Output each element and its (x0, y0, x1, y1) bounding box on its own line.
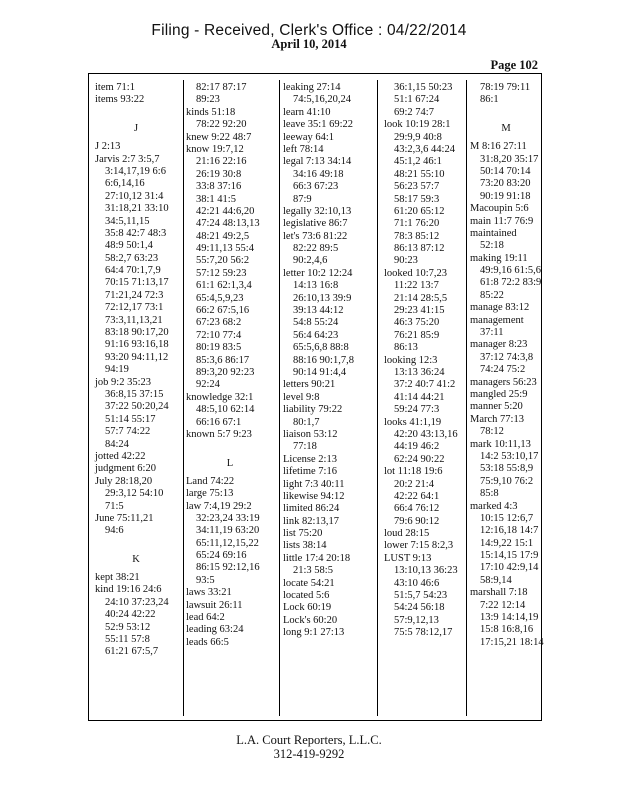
index-continuation: 46:3 75:20 (394, 317, 440, 329)
index-entry: marked 4:3 (470, 500, 518, 512)
index-continuation: 50:14 70:14 (480, 165, 531, 177)
index-continuation: 17:10 42:9,14 (480, 562, 539, 574)
index-continuation: 93:5 (196, 574, 215, 586)
index-continuation: 86:1 (480, 94, 499, 106)
index-continuation: 66:16 67:1 (196, 416, 242, 428)
index-entry: known 5:7 9:23 (186, 428, 252, 440)
index-continuation: 15:8 16:8,16 (480, 624, 534, 636)
index-continuation: 55:11 57:8 (105, 634, 150, 646)
index-continuation: 37:12 74:3,8 (480, 351, 534, 363)
index-continuation: 80:1,7 (293, 416, 320, 428)
index-continuation: 85:8 (480, 488, 499, 500)
index-entry: legislative 86:7 (283, 218, 348, 230)
index-entry: Lock's 60:20 (283, 614, 338, 626)
index-entry: J 2:13 (95, 141, 121, 153)
index-continuation: 57:12 59:23 (196, 267, 247, 279)
index-continuation: 29:3,12 54:10 (105, 488, 164, 500)
index-entry: LUST 9:13 (384, 552, 432, 564)
index-continuation: 76:21 85:9 (394, 329, 440, 341)
index-entry: kind 19:16 24:6 (95, 584, 162, 596)
index-continuation: 26:10,13 39:9 (293, 292, 352, 304)
index-continuation: 90:14 91:4,4 (293, 366, 347, 378)
index-continuation: 48:21 49:2,5 (196, 230, 250, 242)
index-continuation: 86:13 87:12 (394, 243, 445, 255)
index-continuation: 3:14,17,19 6:6 (105, 165, 166, 177)
index-continuation: 61:1 62:1,3,4 (196, 280, 252, 292)
index-entry: manager 8:23 (470, 339, 528, 351)
index-continuation: 26:19 30:8 (196, 168, 242, 180)
column-divider (377, 80, 378, 716)
index-entry: making 19:11 (470, 252, 528, 264)
index-entry: knew 9:22 48:7 (186, 131, 252, 143)
index-continuation: 65:4,5,9,23 (196, 292, 244, 304)
index-entry: mangled 25:9 (470, 388, 528, 400)
index-continuation: 13:9 14:14,19 (480, 612, 539, 624)
index-entry: liaison 53:12 (283, 428, 338, 440)
index-entry: leads 66:5 (186, 636, 229, 648)
index-entry: item 71:1 (95, 82, 135, 93)
index-continuation: 61:20 65:12 (394, 205, 445, 217)
index-entry: knowledge 32:1 (186, 391, 254, 403)
index-continuation: 15:14,15 17:9 (480, 550, 539, 562)
index-continuation: 21:14 28:5,5 (394, 292, 448, 304)
deposition-date: April 10, 2014 (271, 37, 347, 51)
index-entry: lawsuit 26:11 (186, 599, 243, 611)
index-continuation: 27:10,12 31:4 (105, 190, 164, 202)
index-entry: main 11:7 76:9 (470, 215, 534, 227)
index-entry: legally 32:10,13 (283, 205, 352, 217)
index-entry: left 78:14 (283, 143, 324, 155)
index-continuation: 82:22 89:5 (293, 243, 339, 255)
index-entry: level 9:8 (283, 391, 320, 403)
index-continuation: 92:24 (196, 379, 220, 391)
index-continuation: 66:3 67:23 (293, 181, 339, 193)
section-letter: K (132, 554, 140, 566)
index-continuation: 31:8,20 35:17 (480, 153, 539, 165)
index-continuation: 84:24 (105, 438, 129, 450)
index-entry: light 7:3 40:11 (283, 478, 345, 490)
index-continuation: 17:15,21 18:14 (480, 636, 544, 648)
index-entry: leaking 27:14 (283, 82, 341, 93)
index-entry: marshall 7:18 (470, 587, 528, 599)
index-continuation: 52:9 53:12 (105, 621, 151, 633)
index-column-5 (470, 82, 542, 649)
index-entry: March 77:13 (470, 413, 524, 425)
index-continuation: 71:1 76:20 (394, 218, 440, 230)
index-entry: long 9:1 27:13 (283, 627, 345, 639)
index-continuation: 79:6 90:12 (394, 515, 440, 527)
index-continuation: 29:9,9 40:8 (394, 131, 442, 143)
index-continuation: 7:22 12:14 (480, 599, 526, 611)
index-continuation: 55:7,20 56:2 (196, 255, 250, 267)
index-continuation: 72:10 77:4 (196, 329, 242, 341)
index-continuation: 33:8 37:16 (196, 181, 242, 193)
index-continuation: 85:3,6 86:17 (196, 354, 250, 366)
index-continuation: 65:5,6,8 88:8 (293, 342, 349, 354)
index-continuation: 65:11,12,15,22 (196, 537, 259, 549)
index-continuation: 38:1 41:5 (196, 193, 236, 205)
index-continuation: 56:4 64:23 (293, 329, 339, 341)
index-continuation: 58:2,7 63:23 (105, 252, 159, 264)
index-entry: likewise 94:12 (283, 490, 345, 502)
index-continuation: 36:8,15 37:15 (105, 388, 164, 400)
index-continuation: 61:21 67:5,7 (105, 646, 159, 658)
index-entry: lifetime 7:16 (283, 466, 337, 478)
index-continuation: 57:9,12,13 (394, 614, 439, 626)
index-continuation: 44:19 46:2 (394, 441, 440, 453)
section-letter: J (133, 123, 139, 135)
index-continuation: 14:2 53:10,17 (480, 450, 539, 462)
index-continuation: 73:3,11,13,21 (105, 314, 163, 326)
index-continuation: 90:19 91:18 (480, 190, 531, 202)
index-continuation: 51:5,7 54:23 (394, 590, 448, 602)
index-continuation: 80:19 83:5 (196, 342, 242, 354)
index-entry: License 2:13 (283, 453, 337, 465)
index-continuation: 32:23,24 33:19 (196, 512, 260, 524)
index-continuation: 13:13 36:24 (394, 366, 445, 378)
index-continuation: 73:20 83:20 (480, 178, 531, 190)
index-continuation: 66:2 67:5,16 (196, 305, 250, 317)
index-entry: learn 41:10 (283, 106, 331, 118)
court-reporter-name: L.A. Court Reporters, L.L.C. (236, 733, 382, 747)
index-entry: located 5:6 (283, 590, 330, 602)
section-letter: M (501, 123, 511, 135)
index-continuation: 11:22 13:7 (394, 280, 439, 292)
index-entry: June 75:11,21 (95, 512, 154, 524)
index-continuation: 14:13 16:8 (293, 280, 339, 292)
index-entry: kept 38:21 (95, 572, 140, 584)
index-continuation: 69:2 74:7 (394, 106, 434, 118)
index-continuation: 74:5,16,20,24 (293, 94, 352, 106)
index-continuation: 34:16 49:18 (293, 168, 344, 180)
index-continuation: 90:23 (394, 255, 418, 267)
index-continuation: 75:9,10 76:2 (480, 475, 534, 487)
index-column-3 (283, 82, 375, 640)
index-entry: leading 63:24 (186, 624, 244, 636)
spacer (470, 107, 542, 119)
index-entry: manage 83:12 (470, 302, 530, 314)
index-continuation: 37:22 50:20,24 (105, 401, 169, 413)
index-continuation: 78:19 79:11 (480, 82, 531, 93)
index-continuation: 10:15 12:6,7 (480, 512, 534, 524)
section-letter: L (226, 457, 234, 469)
index-continuation: 49:9,16 61:5,6 (480, 265, 541, 277)
index-continuation: 83:18 90:17,20 (105, 327, 169, 339)
index-continuation: 54:24 56:18 (394, 602, 445, 614)
index-entry: know 19:7,12 (186, 143, 244, 155)
index-entry: law 7:4,19 29:2 (186, 500, 252, 512)
index-continuation: 77:18 (293, 441, 317, 453)
index-continuation: 43:2,3,6 44:24 (394, 143, 455, 155)
index-entry: July 28:18,20 (95, 475, 153, 487)
index-box (88, 73, 542, 721)
index-continuation: 45:1,2 46:1 (394, 156, 442, 168)
index-entry: Macoupin 5:6 (470, 203, 529, 215)
index-continuation: 31:18,21 33:10 (105, 203, 169, 215)
index-continuation: 70:15 71:13,17 (105, 277, 169, 289)
index-entry: items 93:22 (95, 94, 145, 106)
index-entry: jotted 42:22 (95, 450, 146, 462)
index-column-4 (384, 82, 476, 640)
index-continuation: 42:21 44:6,20 (196, 205, 255, 217)
column-divider (183, 80, 184, 716)
index-entry: large 75:13 (186, 488, 234, 500)
index-continuation: 14:9,22 15:1 (480, 537, 534, 549)
index-continuation: 47:24 48:13,13 (196, 218, 260, 230)
index-continuation: 58:9,14 (480, 574, 512, 586)
index-continuation: 51:14 55:17 (105, 413, 156, 425)
index-continuation: 49:11,13 55:4 (196, 243, 254, 255)
index-entry: looking 12:3 (384, 354, 438, 366)
index-continuation: 42:20 43:13,16 (394, 428, 458, 440)
index-entry: kinds 51:18 (186, 106, 236, 118)
index-continuation: 56:23 57:7 (394, 181, 440, 193)
index-continuation: 75:5 78:12,17 (394, 627, 453, 639)
page-number: Page 102 (490, 58, 538, 72)
index-continuation: 37:11 (480, 327, 504, 339)
index-continuation: 48:9 50:1,4 (105, 240, 153, 252)
index-continuation: 82:17 87:17 (196, 82, 247, 93)
index-entry: locate 54:21 (283, 577, 335, 589)
index-entry: loud 28:15 (384, 528, 430, 540)
index-entry: job 9:2 35:23 (95, 376, 152, 388)
index-continuation: 78:22 92:20 (196, 119, 247, 131)
index-entry: little 17:4 20:18 (283, 552, 351, 564)
index-continuation: 40:24 42:22 (105, 609, 156, 621)
index-continuation: 34:5,11,15 (105, 215, 150, 227)
filing-stamp: Filing - Received, Clerk's Office : 04/22/2014 (151, 22, 467, 39)
index-column-1 (95, 82, 177, 659)
court-reporter-phone: 312-419-9292 (273, 747, 345, 761)
index-continuation: 67:23 68:2 (196, 317, 242, 329)
index-continuation: 71:21,24 72:3 (105, 289, 164, 301)
index-continuation: 6:6,14,16 (105, 178, 145, 190)
index-continuation: 64:4 70:1,7,9 (105, 265, 161, 277)
index-continuation: 39:13 44:12 (293, 305, 344, 317)
index-entry: Lock 60:19 (283, 602, 332, 614)
index-continuation: 89:23 (196, 94, 220, 106)
index-continuation: 41:14 44:21 (394, 391, 445, 403)
index-continuation: 36:1,15 50:23 (394, 82, 453, 93)
index-entry: letters 90:21 (283, 379, 336, 391)
index-continuation: 53:18 55:8,9 (480, 463, 534, 475)
index-continuation: 86:13 (394, 342, 418, 354)
column-divider (279, 80, 280, 716)
index-continuation: 94:6 (105, 525, 124, 537)
index-entry: leeway 64:1 (283, 131, 335, 143)
index-entry: looks 41:1,19 (384, 416, 442, 428)
index-entry: legal 7:13 34:14 (283, 156, 352, 168)
spacer (95, 538, 177, 550)
index-continuation: 65:24 69:16 (196, 550, 247, 562)
index-continuation: 90:2,4,6 (293, 255, 328, 267)
index-continuation: 48:5,10 62:14 (196, 404, 255, 416)
index-continuation: 78:12 (480, 426, 504, 438)
index-continuation: 74:24 75:2 (480, 364, 526, 376)
index-column-2 (186, 82, 274, 649)
index-continuation: 88:16 90:1,7,8 (293, 354, 354, 366)
index-continuation: 43:10 46:6 (394, 577, 440, 589)
index-continuation: 13:10,13 36:23 (394, 565, 458, 577)
index-entry: liability 79:22 (283, 404, 343, 416)
index-entry: lot 11:18 19:6 (384, 466, 443, 478)
index-continuation: 21:16 22:16 (196, 156, 247, 168)
index-entry: managers 56:23 (470, 376, 537, 388)
index-continuation: 48:21 55:10 (394, 168, 445, 180)
index-entry: lower 7:15 8:2,3 (384, 540, 454, 552)
index-continuation: 52:18 (480, 240, 504, 252)
index-entry: look 10:19 28:1 (384, 119, 451, 131)
index-continuation: 91:16 93:16,18 (105, 339, 169, 351)
index-entry: looked 10:7,23 (384, 267, 447, 279)
index-continuation: 62:24 90:22 (394, 453, 445, 465)
index-continuation: 71:5 (105, 500, 124, 512)
index-continuation: 85:22 (480, 289, 504, 301)
index-continuation: 78:3 85:12 (394, 230, 440, 242)
index-continuation: 54:8 55:24 (293, 317, 339, 329)
index-continuation: 51:1 67:24 (394, 94, 440, 106)
index-entry: lists 38:14 (283, 540, 327, 552)
index-entry: list 75:20 (283, 528, 323, 540)
index-entry: maintained (470, 227, 517, 239)
index-continuation: 66:4 76:12 (394, 503, 440, 515)
index-continuation: 94:19 (105, 364, 129, 376)
index-entry: let's 73:6 81:22 (283, 230, 348, 242)
index-entry: Land 74:22 (186, 475, 235, 487)
index-continuation: 89:3,20 92:23 (196, 366, 255, 378)
index-entry: management (470, 314, 524, 326)
index-continuation: 29:23 41:15 (394, 305, 445, 317)
index-continuation: 87:9 (293, 193, 312, 205)
index-continuation: 93:20 94:11,12 (105, 351, 169, 363)
index-continuation: 37:2 40:7 41:2 (394, 379, 456, 391)
index-continuation: 42:22 64:1 (394, 490, 440, 502)
index-entry: limited 86:24 (283, 503, 340, 515)
index-continuation: 61:8 72:2 83:9 (480, 277, 542, 289)
index-continuation: 20:2 21:4 (394, 478, 434, 490)
index-continuation: 12:16,18 14:7 (480, 525, 539, 537)
index-entry: link 82:13,17 (283, 515, 340, 527)
index-continuation: 59:24 77:3 (394, 404, 440, 416)
index-continuation: 34:11,19 63:20 (196, 525, 260, 537)
spacer (95, 107, 177, 119)
index-continuation: 21:3 58:5 (293, 565, 333, 577)
index-entry: lead 64:2 (186, 612, 225, 624)
index-entry: M 8:16 27:11 (470, 141, 527, 153)
index-continuation: 57:7 74:22 (105, 426, 151, 438)
index-entry: leave 35:1 69:22 (283, 119, 353, 131)
index-entry: letter 10:2 12:24 (283, 267, 353, 279)
index-continuation: 35:8 42:7 48:3 (105, 227, 167, 239)
index-entry: Jarvis 2:7 3:5,7 (95, 153, 160, 165)
spacer (186, 441, 274, 453)
index-entry: laws 33:21 (186, 587, 232, 599)
index-entry: mark 10:11,13 (470, 438, 531, 450)
index-continuation: 72:12,17 73:1 (105, 302, 164, 314)
index-continuation: 58:17 59:3 (394, 193, 440, 205)
index-entry: judgment 6:20 (95, 463, 156, 475)
index-entry: manner 5:20 (470, 401, 523, 413)
index-continuation: 86:15 92:12,16 (196, 562, 260, 574)
index-continuation: 24:10 37:23,24 (105, 596, 169, 608)
